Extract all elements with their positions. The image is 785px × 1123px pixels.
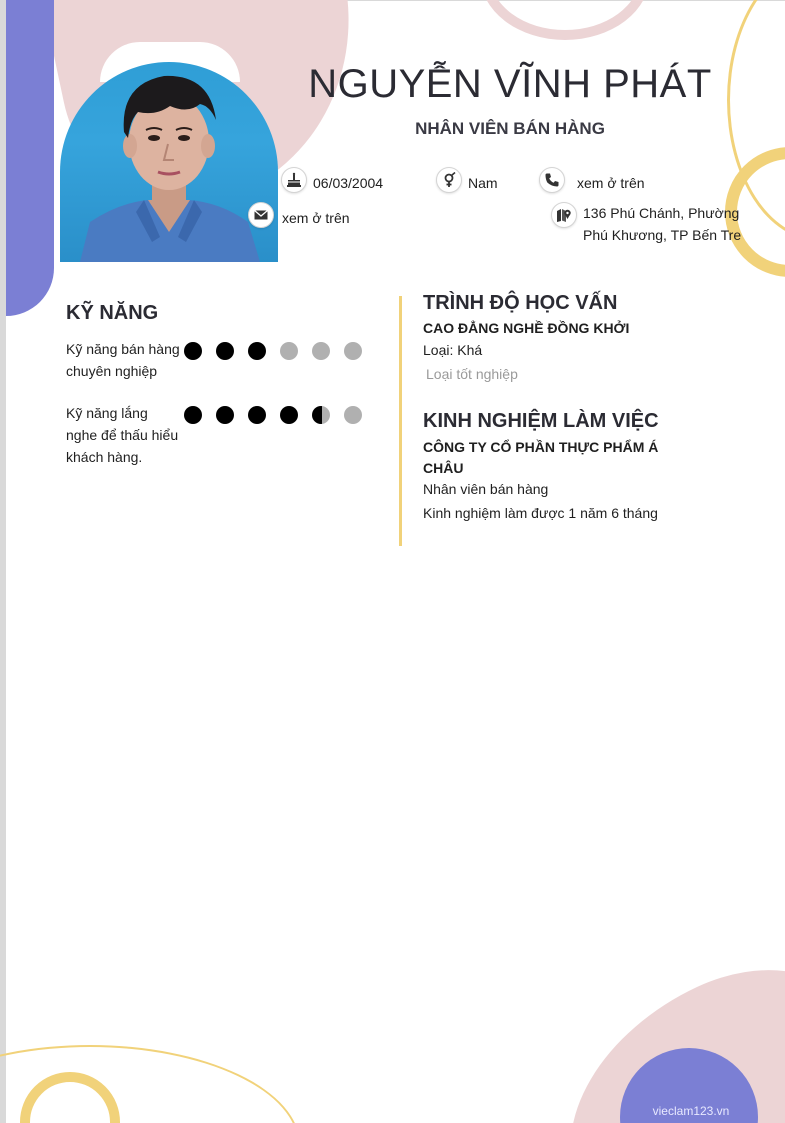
- contact-phone: [539, 167, 645, 194]
- experience-title: KINH NGHIỆM LÀM VIỆC: [423, 410, 659, 432]
- watermark-text: vieclam123.vn: [652, 1104, 730, 1118]
- skill-dot: [280, 342, 298, 360]
- avatar-frame: [60, 42, 278, 262]
- experience-role: Nhân viên bán hàng: [423, 481, 549, 497]
- email-icon: [248, 202, 274, 228]
- contact-dob: [281, 167, 383, 194]
- skill-dot: [344, 342, 362, 360]
- phone-text: xem ở trên: [577, 175, 645, 191]
- skill-item: [66, 338, 376, 382]
- gender-icon: [436, 167, 462, 193]
- skill-dot: [216, 406, 234, 424]
- education-type: Loại tốt nghiệp: [426, 366, 518, 382]
- dob-text: 06/03/2004: [313, 175, 384, 191]
- experience-company: CÔNG TY CỔ PHẦN THỰC PHẨM Á CHÂU: [423, 439, 659, 476]
- skill-rating: [184, 342, 376, 382]
- decor-pink-ring-top: [480, 0, 650, 40]
- candidate-name: NGUYỄN VĨNH PHÁT: [308, 62, 712, 106]
- address-text: 136 Phú Chánh, Phường Phú Khương, TP Bến Tre: [583, 205, 742, 243]
- skill-dot: [344, 406, 362, 424]
- skill-label: Kỹ năng lắng nghe để thấu hiểu khách hàng.: [66, 405, 179, 465]
- contact-email: [248, 202, 350, 229]
- phone-icon: [539, 167, 565, 193]
- skill-dot: [184, 342, 202, 360]
- skill-dot: [248, 406, 266, 424]
- avatar: [60, 62, 278, 262]
- education-title: TRÌNH ĐỘ HỌC VẤN: [423, 292, 618, 314]
- education-school: CAO ĐẲNG NGHỀ ĐỒNG KHỞI: [423, 320, 630, 336]
- decor-purple-bar: [6, 0, 54, 316]
- birthday-cake-icon: [281, 167, 307, 193]
- gender-text: Nam: [468, 175, 498, 191]
- email-text: xem ở trên: [282, 210, 350, 226]
- column-divider: [399, 296, 402, 546]
- contact-gender: [436, 167, 498, 194]
- skill-label: Kỹ năng bán hàng chuyên nghiệp: [66, 341, 180, 379]
- skill-dot: [184, 406, 202, 424]
- skills-title: KỸ NĂNG: [66, 302, 159, 324]
- skill-dot: [216, 342, 234, 360]
- skill-dot: [312, 342, 330, 360]
- education-grade: Loại: Khá: [423, 342, 483, 358]
- map-icon: [551, 202, 577, 228]
- job-position: NHÂN VIÊN BÁN HÀNG: [415, 119, 605, 138]
- skill-dot: [312, 406, 330, 424]
- skill-dot: [248, 342, 266, 360]
- contact-address: [551, 202, 751, 246]
- skill-rating: [184, 406, 376, 468]
- avatar-portrait: [60, 62, 278, 262]
- skill-item: [66, 402, 376, 468]
- skill-dot: [280, 406, 298, 424]
- experience-description: Kinh nghiệm làm được 1 năm 6 tháng: [423, 505, 658, 521]
